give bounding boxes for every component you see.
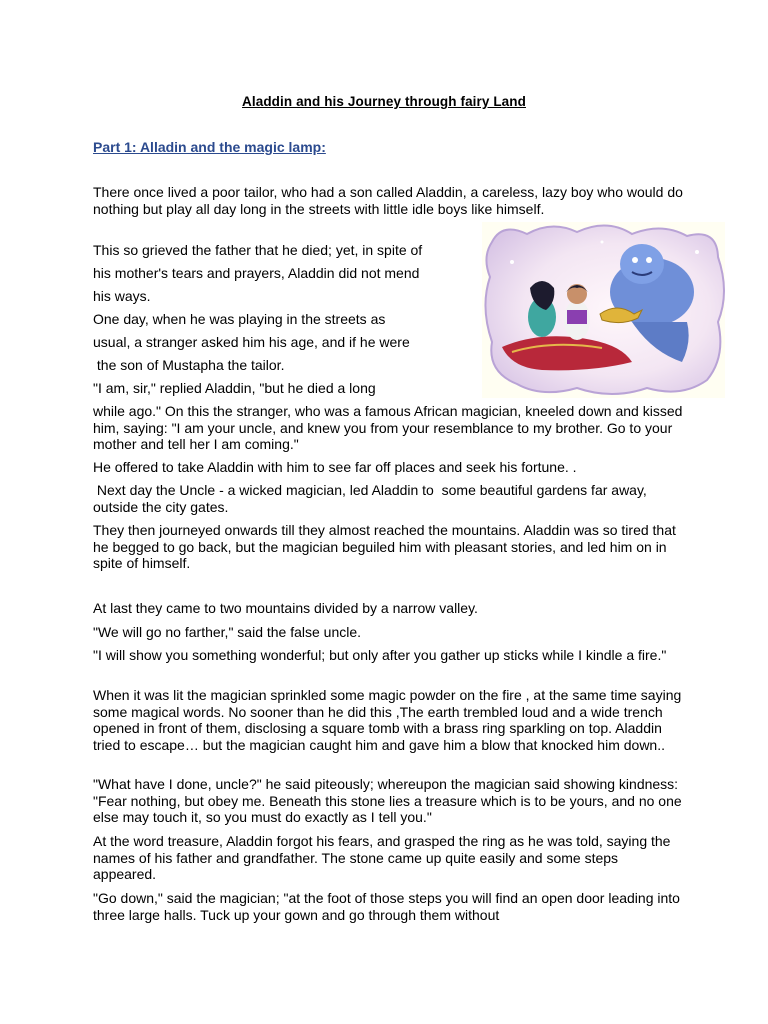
paragraph: At last they came to two mountains divided by a narrow valley. <box>93 600 478 616</box>
paragraph: Next day the Uncle - a wicked magician, led Aladdin to some beautiful gardens far away, outside the city gates. <box>93 482 655 515</box>
paragraph: He offered to take Aladdin with him to see far off places and seek his fortune. . <box>93 459 577 475</box>
paragraph: There once lived a poor tailor, who had a son called Aladdin, a careless, lazy boy who would do nothing but play all day long in the streets with little idle boys like himself. <box>93 184 683 217</box>
paragraph: "I am, sir," replied Aladdin, "but he died a long <box>93 380 376 396</box>
paragraph: while ago." On this the stranger, who was a famous African magician, kneeled down and kissed him, saying: "I am your uncle, and knew you from your resemblance to my brother. Go to your mother and tell her I am coming." <box>93 403 683 452</box>
paragraph: "Go down," said the magician; "at the foot of those steps you will find an open door leading into three large halls. Tuck up your gown and go through them without <box>93 890 680 923</box>
paragraph: "I will show you something wonderful; but only after you gather up sticks while I kindle a fire." <box>93 647 667 663</box>
paragraph: This so grieved the father that he died; yet, in spite of <box>93 242 423 258</box>
paragraph: the son of Mustapha the tailor. <box>93 357 285 373</box>
paragraph: One day, when he was playing in the streets as <box>93 311 386 327</box>
paragraph: When it was lit the magician sprinkled some magic powder on the fire , at the same time saying some magical words. No sooner than he did this ,The earth trembled loud and a wide trench opened in front of them, disclosing a square tomb with a brass ring sparkling on top. Aladdin tried to escape… but the magician caught him and gave him a blow that knocked him down.. <box>93 687 682 753</box>
paragraph: They then journeyed onwards till they almost reached the mountains. Aladdin was so tired that he begged to go back, but the magician beguiled him with pleasant stories, and led him on in spite of himself. <box>93 522 676 571</box>
paragraph: his ways. <box>93 288 151 304</box>
aladdin-genie-illustration <box>482 222 725 398</box>
paragraph: his mother's tears and prayers, Aladdin did not mend <box>93 265 420 281</box>
paragraph: "What have I done, uncle?" he said piteously; whereupon the magician said showing kindness: "Fear nothing, but obey me. Beneath this stone lies a treasure which is to be yours, and no one else may touch it, so you must do exactly as I tell you." <box>93 776 682 825</box>
document-title: Aladdin and his Journey through fairy Land <box>242 94 526 109</box>
section-heading: Part 1: Alladin and the magic lamp: <box>93 139 326 155</box>
paragraph: At the word treasure, Aladdin forgot his fears, and grasped the ring as he was told, saying the names of his father and grandfather. The stone came up quite easily and some steps appeared. <box>93 833 671 882</box>
paragraph: "We will go no farther," said the false uncle. <box>93 624 362 640</box>
paragraph: usual, a stranger asked him his age, and if he were <box>93 334 410 350</box>
